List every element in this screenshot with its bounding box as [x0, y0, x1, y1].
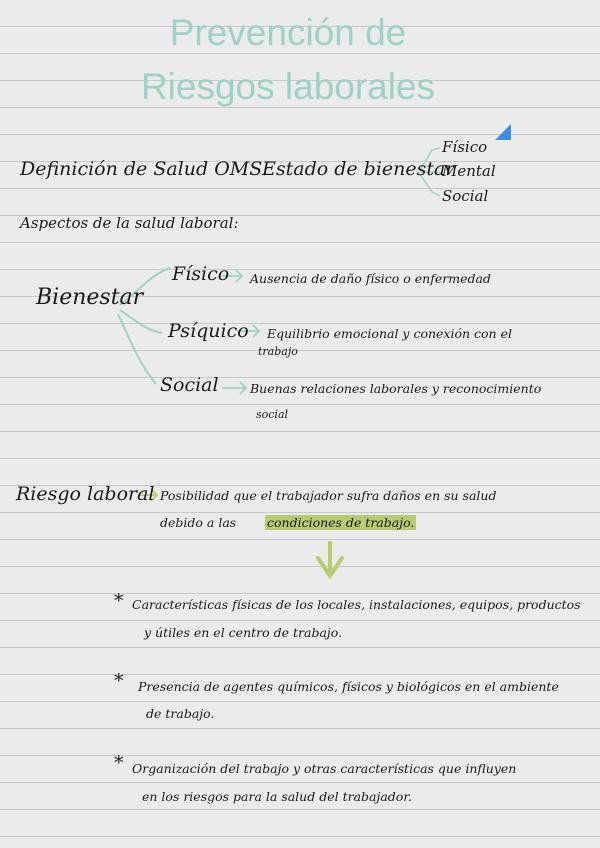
down-arrow-icon [318, 543, 342, 576]
page-title-line1: Prevención de [169, 12, 407, 53]
risk-term: Riesgo laboral [16, 483, 155, 505]
aspect-desc-fisico: Ausencia de daño físico o enfermedad [250, 271, 491, 286]
definition-label: Definición de Salud OMS: [20, 158, 269, 180]
bullet-1-line2: y útiles en el centro de trabajo. [144, 625, 343, 640]
definition-branch-mental: Mental [442, 162, 496, 180]
definition-branch-social: Social [442, 187, 489, 205]
risk-desc-line2-prefix: debido a las [160, 515, 237, 530]
bullet-asterisk-icon: * [114, 590, 124, 612]
aspect-term-social: Social [160, 374, 219, 396]
aspect-desc2-psiquico: trabajo [258, 345, 298, 358]
bullet-2-line2: de trabajo. [146, 706, 215, 721]
bienestar-branch-3 [118, 314, 156, 384]
bullet-3-line1: Organización del trabajo y otras características que influyen [132, 761, 517, 776]
aspect-desc-social: Buenas relaciones laborales y reconocimiento [250, 381, 542, 396]
risk-desc-highlight: condiciones de trabajo. [267, 515, 415, 530]
aspect-term-psiquico: Psíquico [168, 320, 249, 342]
bullet-2-line1: Presencia de agentes químicos, físicos y biológicos en el ambiente [138, 679, 559, 694]
bullet-asterisk-icon: * [114, 670, 124, 692]
arrow-icon [222, 382, 246, 394]
aspects-heading: Aspectos de la salud laboral: [20, 214, 239, 232]
aspect-desc-psiquico: Equilibrio emocional y conexión con el [267, 326, 512, 341]
definition-branch-fisico: Físico [442, 138, 488, 156]
bullet-asterisk-icon: * [114, 752, 124, 774]
definition-value: Estado de bienestar [262, 158, 455, 180]
bullet-3-line2: en los riesgos para la salud del trabajador. [142, 789, 412, 804]
aspect-desc2-social: social [256, 408, 289, 421]
bullet-1-line1: Características físicas de los locales, instalaciones, equipos, productos [132, 597, 581, 612]
aspect-term-fisico: Físico [172, 263, 230, 285]
bienestar-root: Bienestar [36, 285, 144, 310]
bienestar-branch-2 [120, 310, 162, 333]
corner-triangle-icon [495, 124, 511, 140]
page-title-line2: Riesgos laborales [140, 66, 436, 107]
risk-desc-line1: Posibilidad que el trabajador sufra daños en su salud [160, 488, 497, 503]
